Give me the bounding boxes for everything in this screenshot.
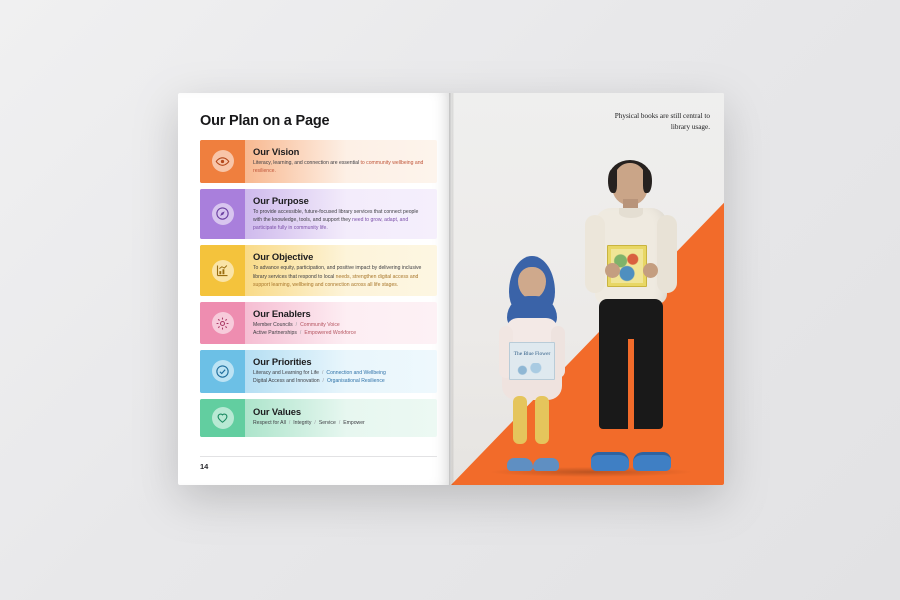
- adult-right-hand: [643, 263, 658, 278]
- adult-left-shoe: [591, 452, 629, 471]
- values-icon-panel: [200, 399, 245, 437]
- page-title: Our Plan on a Page: [200, 113, 330, 129]
- vision-title: Our Vision: [253, 146, 300, 157]
- purpose-body: [245, 189, 437, 240]
- plan-row-values: [200, 399, 437, 437]
- enablers-body: [245, 302, 437, 344]
- adult-collar: [619, 208, 643, 218]
- vision-body: [245, 140, 437, 183]
- photograph: [451, 93, 724, 485]
- plan-row-vision: [200, 140, 437, 183]
- plan-rows: [200, 140, 437, 437]
- left-page: [178, 93, 451, 485]
- right-page: [451, 93, 724, 485]
- photo-caption: Physical books are still central to library usage.: [614, 112, 710, 132]
- adult-hair-right: [643, 169, 652, 193]
- objective-body: [245, 245, 437, 296]
- child-right-shoe: [533, 458, 559, 471]
- adult-right-arm: [657, 215, 677, 293]
- adult-right-shoe: [633, 452, 671, 471]
- plan-row-enablers: [200, 302, 437, 344]
- objective-title: Our Objective: [253, 251, 314, 263]
- book-spread: [178, 93, 724, 485]
- footer-divider: [200, 456, 437, 457]
- child-held-book: [509, 342, 555, 380]
- enablers-chips-row-2: Active Partnerships / Empowered Workforce: [253, 330, 357, 337]
- priorities-chips-row-1: Literacy and Learning for Life / Connection and Wellbeing: [253, 370, 386, 377]
- objective-text: To advance equity, participation, and positive impact by delivering inclusive library services that respond to local needs, strengthen digital access and support learning, wellbeing and connection across all life stages.: [253, 265, 422, 288]
- child-left-shoe: [507, 458, 533, 471]
- gear-icon: [212, 312, 234, 334]
- child-legs: [513, 396, 551, 444]
- heart-icon: [212, 407, 234, 429]
- child-right-leg: [535, 396, 549, 444]
- enablers-icon-panel: [200, 302, 245, 344]
- left-page-content: [200, 113, 437, 471]
- plan-row-purpose: [200, 189, 437, 240]
- vision-icon-panel: [200, 140, 245, 183]
- adult-leg-gap: [628, 339, 634, 429]
- adult-left-arm: [585, 215, 605, 293]
- check-circle-icon: [212, 360, 234, 382]
- values-chips-row-1: Respect for All / Integrity / Service / Empower: [253, 420, 365, 427]
- purpose-icon-panel: [200, 189, 245, 240]
- priorities-chips-row-2: Digital Access and Innovation / Organisational Resilience: [253, 378, 385, 385]
- priorities-icon-panel: [200, 350, 245, 392]
- adult-hair-left: [608, 169, 617, 193]
- values-title: Our Values: [253, 406, 301, 418]
- adult-left-hand: [605, 263, 620, 278]
- page-number: 14: [200, 462, 209, 471]
- purpose-title: Our Purpose: [253, 194, 309, 206]
- child-book-title: The Blue Flower: [513, 351, 551, 357]
- enablers-title: Our Enablers: [253, 308, 311, 319]
- priorities-title: Our Priorities: [253, 356, 312, 368]
- plan-row-priorities: [200, 350, 437, 392]
- plan-row-objective: [200, 245, 437, 296]
- adult-figure: [579, 163, 683, 471]
- values-body: [245, 399, 437, 437]
- vision-text: Literacy, learning, and connection are essential to community wellbeing and resilience.: [253, 160, 424, 175]
- bar-chart-icon: [212, 260, 234, 282]
- child-figure: [495, 256, 569, 471]
- eye-icon: [212, 150, 234, 172]
- child-left-leg: [513, 396, 527, 444]
- child-book-cover-art: [516, 363, 548, 375]
- enablers-chips-row-1: Member Councils / Community Voice: [253, 322, 340, 328]
- purpose-text: To provide accessible, future-focused library services that connect people with the knowledge, tools, and support they need to grow, adapt, and participate fully in community life.: [253, 208, 419, 231]
- objective-icon-panel: [200, 245, 245, 296]
- compass-icon: [212, 203, 234, 225]
- priorities-body: [245, 350, 437, 392]
